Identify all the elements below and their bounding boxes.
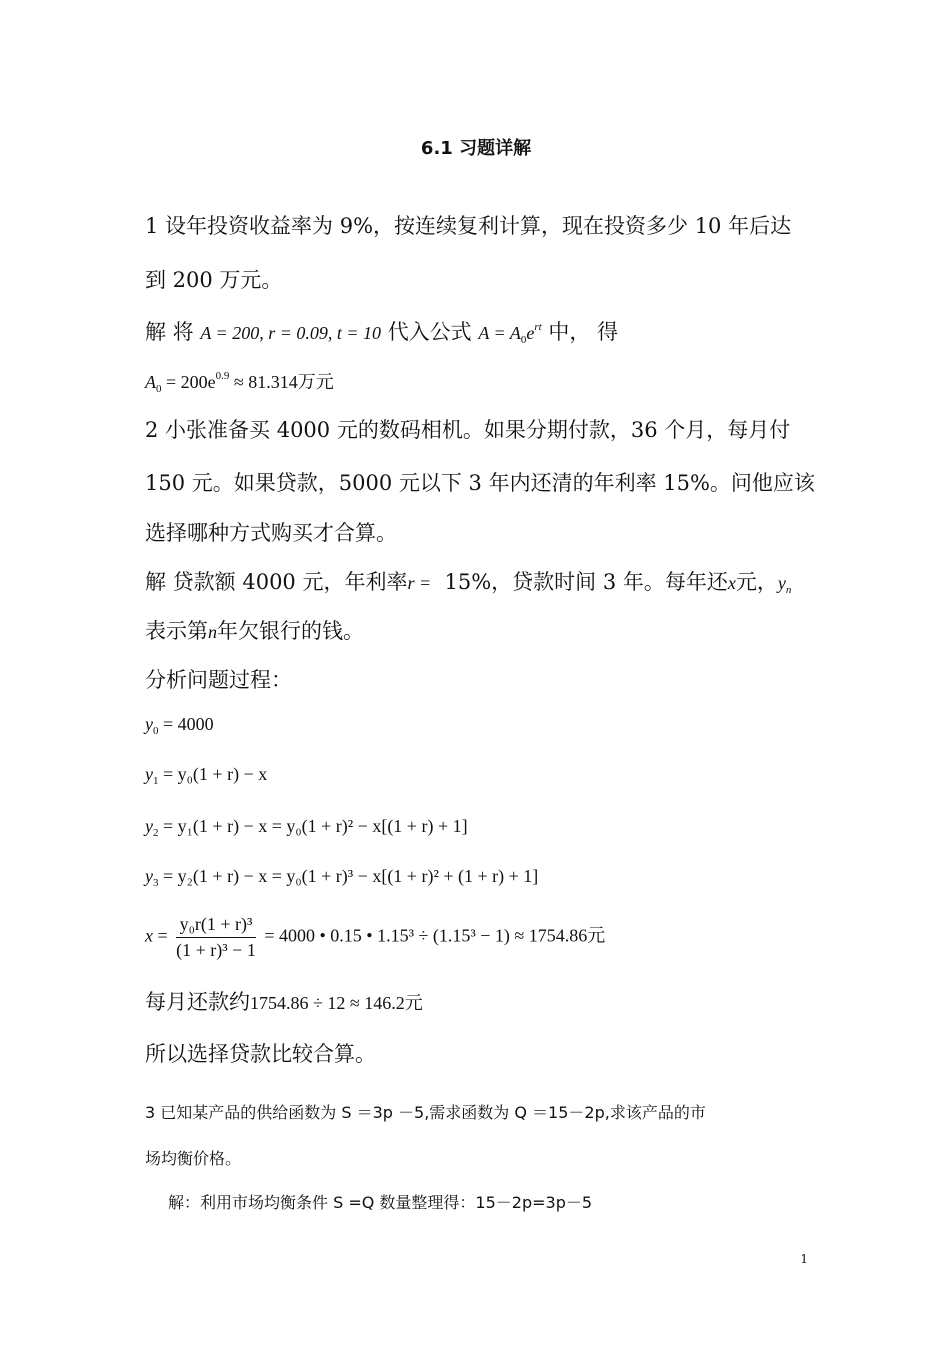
equation-x-fraction: $\frac{\text{y₀r(1 + r)³}}{\text{(1 + r)³ − 1}}$ <box>176 914 256 960</box>
problem-1-line-2: 到 200 万元。 <box>145 268 283 292</box>
problem-1-solution <box>145 316 618 346</box>
problem-2-line-3: 选择哪种方式购买才合算。 <box>145 521 397 545</box>
conclusion: 所以选择贷款比较合算。 <box>145 1042 376 1066</box>
problem-2-solution-line-2: 表示第n年欠银行的钱。 <box>145 619 364 643</box>
monthly-payment: 每月还款约1754.86 ÷ 12 ≈ 146.2元 <box>145 990 423 1014</box>
formula-continuous-compound: $A = A_0e^{rt}$ <box>478 321 542 346</box>
problem-2-solution-line-1: 解 贷款额 4000 元，年利率r = 15%，贷款时间 3 年。每年还x元，$y_n$ <box>145 570 792 596</box>
problem-3-line-2: 场均衡价格。 <box>145 1149 242 1168</box>
equation-y2: $y_2 = y_1(1 + r) - x = y_0(1 + r)^2 - x[(1 + r) + 1]$ <box>145 816 468 839</box>
solution-suffix: 中， 得 <box>548 320 619 344</box>
equation-x: x = $\frac{\text{y₀r(1 + r)³}}{\text{(1 + r)³ − 1}}$ = 4000 • 0.15 • 1.15³ ÷ (1.15³ − 1) ≈ 1754.86元 <box>145 914 606 960</box>
problem-2-line-2: 150 元。如果贷款，5000 元以下 3 年内还清的年利率 15%。问他应该 <box>145 471 815 495</box>
equation-y1: $y_1 = y_0(1 + r) - x$ <box>145 764 268 787</box>
problem-2-line-1: 2 小张准备买 4000 元的数码相机。如果分期付款，36 个月，每月付 <box>145 418 791 442</box>
equation-y3: $y_3 = y_2(1 + r) - x = y_0(1 + r)^3 - x[(1 + r)^2 + (1 + r) + 1]$ <box>145 866 539 889</box>
problem-3-solution: 解：利用市场均衡条件 S =Q 数量整理得：15－2p=3p－5 <box>168 1193 593 1212</box>
problem-1-result: $A_0 = 200e^{0.9} \approx 81.314$万元 <box>145 370 334 395</box>
equation-y0: $y_0 = 4000$ <box>145 714 214 737</box>
analysis-heading: 分析问题过程： <box>145 668 292 692</box>
page-number: 1 <box>800 1252 808 1266</box>
solution-variables: A = 200, r = 0.09, t = 10 <box>200 323 381 343</box>
solution-mid: 代入公式 <box>387 320 472 344</box>
problem-1-line-1: 1 设年投资收益率为 9%，按连续复利计算，现在投资多少 10 年后达 <box>145 214 792 238</box>
problem-3-line-1: 3 已知某产品的供给函数为 S ＝3p －5,需求函数为 Q ＝15－2p,求该产品的市 <box>145 1103 706 1122</box>
solution-prefix: 解 将 <box>145 320 194 344</box>
page-title: 6.1 习题详解 <box>420 138 532 159</box>
